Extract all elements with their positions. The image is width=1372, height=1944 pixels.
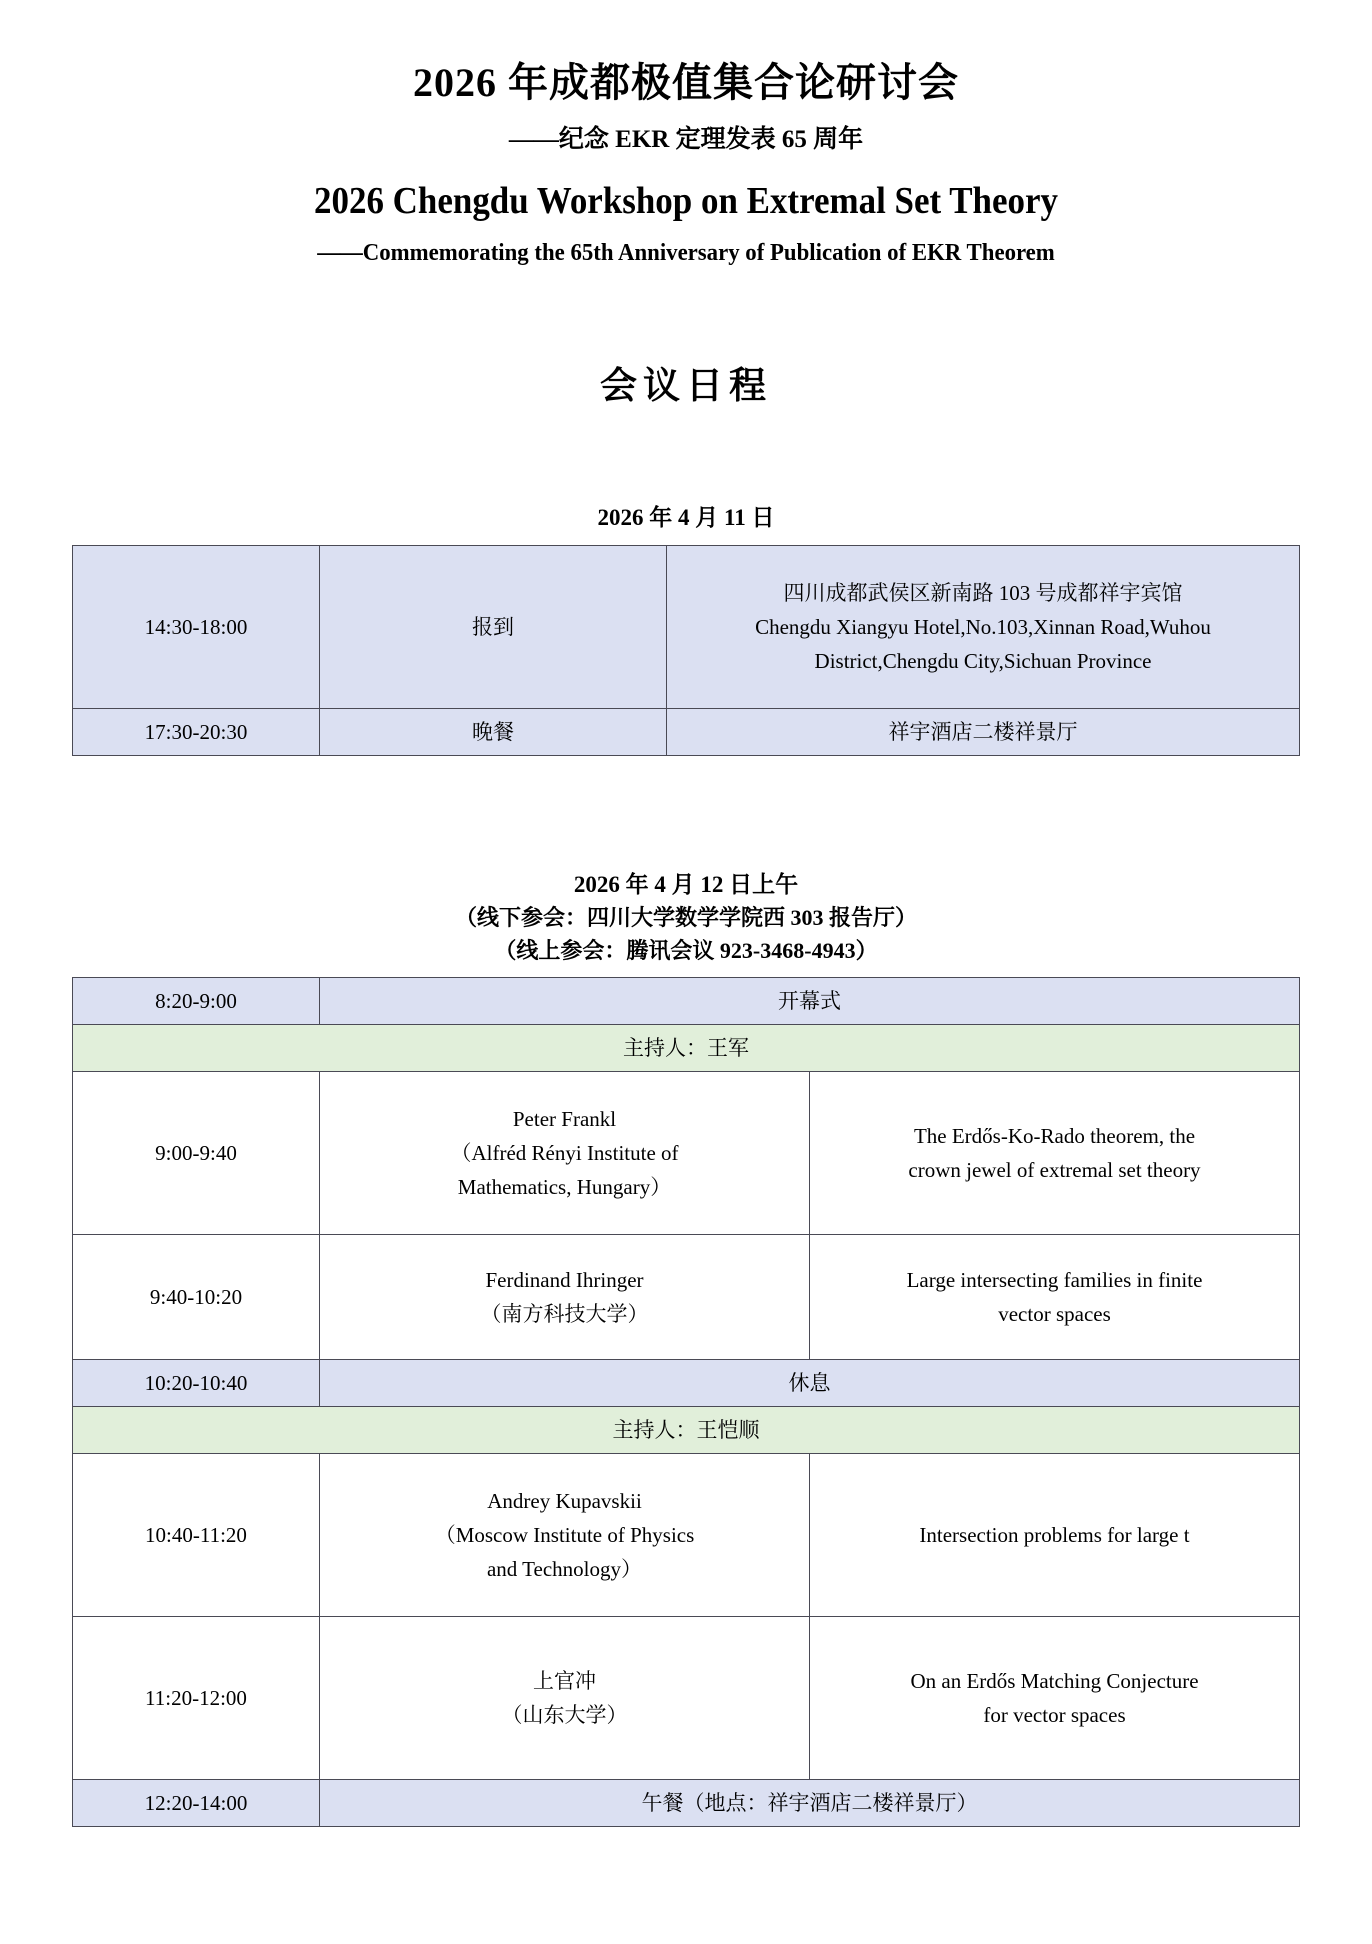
talk3-time: 10:40-11:20 [73, 1454, 320, 1617]
table-row-talk [73, 1235, 1300, 1360]
talk-title-line: On an Erdős Matching Conjecture [910, 1669, 1199, 1694]
break-label: 休息 [320, 1360, 1300, 1407]
speaker-line: Ferdinand Ihringer [485, 1268, 644, 1292]
talk4-speaker [320, 1617, 810, 1780]
speaker-line: （Alfréd Rényi Institute of [450, 1141, 679, 1165]
speaker-line: Andrey Kupavskii [487, 1489, 642, 1514]
speaker-line: 上官冲 [533, 1669, 596, 1694]
day1-heading: 2026 年 4 月 11 日 [597, 505, 775, 531]
day2-venue-offline: （线下参会：四川大学数学学院西 303 报告厅） [454, 904, 917, 930]
day2-venue-online: （线上参会：腾讯会议 923-3468-4943） [494, 937, 878, 963]
talk4-time: 11:20-12:00 [73, 1617, 320, 1780]
day1-row1-activity: 报到 [320, 545, 667, 708]
break-time: 10:20-10:40 [73, 1360, 320, 1407]
talk2-title [810, 1235, 1300, 1360]
lunch-label: 午餐（地点：祥宇酒店二楼祥景厅） [320, 1780, 1300, 1827]
speaker-line: （Moscow Institute of Physics [434, 1523, 695, 1548]
venue-line: Chengdu Xiangyu Hotel,No.103,Xinnan Road,Wuhou [755, 614, 1211, 639]
speaker-line: and Technology） [486, 1557, 643, 1582]
document-page [0, 58, 1372, 1944]
table-row-chair [73, 1025, 1300, 1072]
day1-table [72, 545, 1300, 756]
table-row-talk [73, 1454, 1300, 1617]
talk2-speaker [320, 1235, 810, 1360]
day2-heading: 2026 年 4 月 12 日上午 [573, 871, 799, 897]
page-title-cn: 2026 年成都极值集合论研讨会 [413, 60, 959, 105]
table-row-talk [73, 1072, 1300, 1235]
table-row-talk [73, 1617, 1300, 1780]
speaker-line: （南方科技大学） [480, 1302, 649, 1327]
spacer-above-day1 [72, 409, 1300, 501]
talk-title-line: vector spaces [998, 1302, 1111, 1327]
talk3-title [810, 1454, 1300, 1617]
day2-morning-table [72, 977, 1300, 1827]
talk1-title [810, 1072, 1300, 1235]
spacer-above-day2 [72, 756, 1300, 868]
opening-time: 8:20-9:00 [73, 977, 320, 1024]
day1-row2-activity: 晚餐 [320, 708, 667, 755]
talk3-speaker [320, 1454, 810, 1617]
page-subtitle-cn: ——纪念 EKR 定理发表 65 周年 [508, 126, 864, 153]
opening-label: 开幕式 [320, 977, 1300, 1024]
agenda-heading: 会议日程 [600, 366, 772, 408]
venue-line: 四川成都武侯区新南路 103 号成都祥宇宾馆 [783, 580, 1183, 605]
speaker-line: Mathematics, Hungary） [457, 1175, 672, 1200]
table-row [73, 545, 1300, 708]
lunch-time: 12:20-14:00 [73, 1780, 320, 1827]
speaker-line: Peter Frankl [512, 1106, 617, 1131]
talk-title-line: Intersection problems for large t [919, 1523, 1190, 1548]
speaker-line: （山东大学） [501, 1703, 628, 1728]
talk-title-line: The Erdős-Ko-Rado theorem, the [913, 1124, 1196, 1148]
table-row-lunch [73, 1780, 1300, 1827]
day1-row2-venue: 祥宇酒店二楼祥景厅 [667, 708, 1300, 755]
table-row-opening [73, 977, 1300, 1024]
venue-line: District,Chengdu City,Sichuan Province [814, 648, 1152, 673]
talk2-time: 9:40-10:20 [73, 1235, 320, 1360]
talk-title-line: for vector spaces [983, 1703, 1126, 1728]
chair1-label: 主持人：王军 [73, 1025, 1300, 1072]
chair2-label: 主持人：王恺顺 [73, 1407, 1300, 1454]
table-row-break [73, 1360, 1300, 1407]
talk-title-line: crown jewel of extremal set theory [908, 1158, 1201, 1183]
talk1-time: 9:00-9:40 [73, 1072, 320, 1235]
talk4-title [810, 1617, 1300, 1780]
table-row [73, 708, 1300, 755]
talk-title-line: Large intersecting families in finite [906, 1268, 1203, 1292]
talk1-speaker [320, 1072, 810, 1235]
day1-row2-time: 17:30-20:30 [73, 708, 320, 755]
table-row-chair [73, 1407, 1300, 1454]
page-title-en: 2026 Chengdu Workshop on Extremal Set Theory [314, 179, 1058, 222]
day1-row1-time: 14:30-18:00 [73, 545, 320, 708]
day1-row1-venue [667, 545, 1300, 708]
page-subtitle-en: ——Commemorating the 65th Anniversary of Publication of EKR Theorem [317, 240, 1055, 267]
